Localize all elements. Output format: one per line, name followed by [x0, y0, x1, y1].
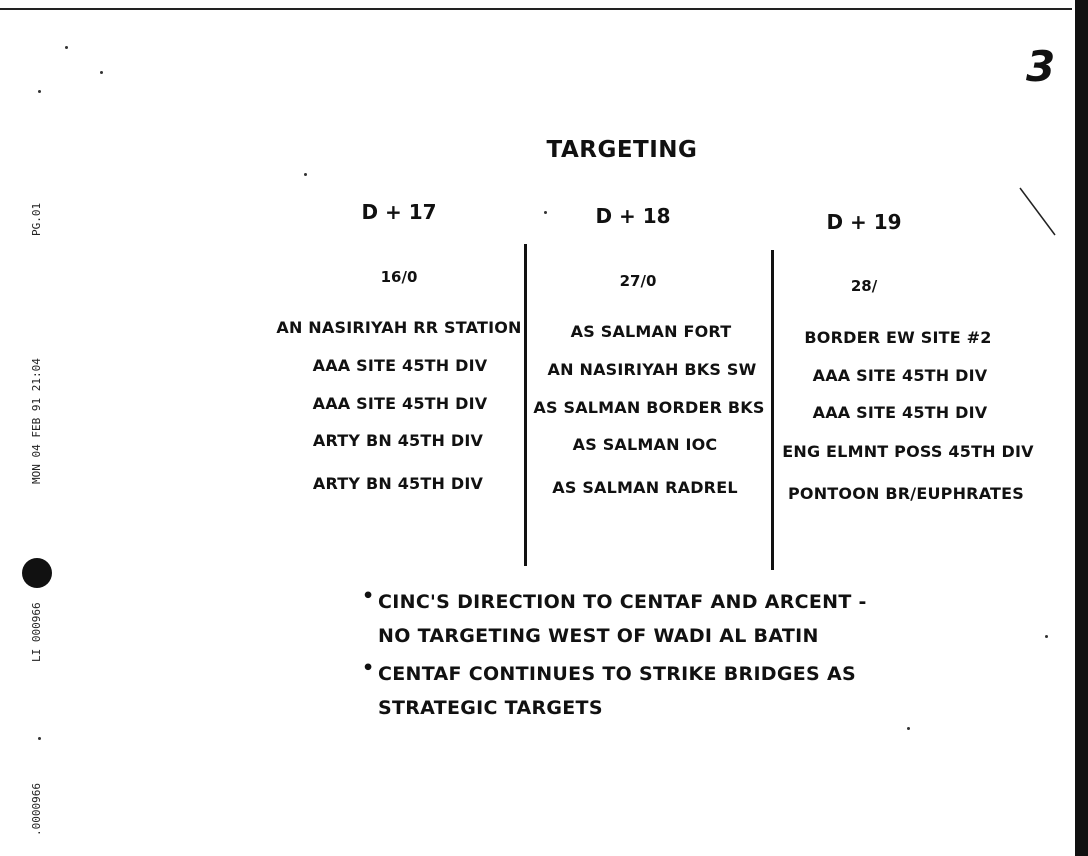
fax-page-label: PG.01 — [30, 202, 43, 236]
target-item: PONTOON BR/EUPHRATES — [787, 484, 1025, 503]
punch-hole — [22, 558, 52, 588]
scan-speck — [907, 727, 910, 730]
note-text — [378, 585, 867, 653]
target-item: AN NASIRIYAH BKS SW — [547, 360, 757, 379]
column-sortie-count: 27/0 — [619, 272, 657, 290]
column-day-header: D + 19 — [826, 210, 902, 234]
column-day-header: D + 18 — [595, 204, 671, 228]
note-text — [378, 657, 856, 725]
right-scan-edge — [1075, 0, 1088, 856]
page-number: 3 — [1026, 42, 1056, 91]
scan-speck — [65, 46, 68, 49]
note-item — [362, 657, 867, 725]
column-day-header: D + 17 — [361, 200, 437, 224]
target-item: ARTY BN 45TH DIV — [312, 474, 484, 493]
scan-speck — [304, 173, 307, 176]
target-item: AS SALMAN IOC — [572, 435, 718, 454]
scan-speck — [544, 211, 547, 214]
page-title: TARGETING — [546, 137, 698, 163]
target-item: AN NASIRIYAH RR STATION — [276, 318, 522, 337]
note-item — [362, 585, 867, 653]
target-item: AAA SITE 45TH DIV — [312, 356, 488, 375]
fax-datetime: MON 04 FEB 91 21:04 — [30, 358, 43, 484]
column-divider — [524, 244, 527, 566]
document-stamp: .0000966 — [30, 783, 43, 836]
target-item: AS SALMAN RADREL — [552, 478, 738, 497]
target-item: AS SALMAN FORT — [570, 322, 732, 341]
note-line: NO TARGETING WEST OF WADI AL BATIN — [378, 625, 819, 647]
scan-speck — [100, 71, 103, 74]
note-line: STRATEGIC TARGETS — [378, 697, 603, 719]
column-sortie-count: 28/ — [850, 277, 878, 295]
notes-list — [362, 585, 867, 729]
column-divider — [771, 250, 774, 570]
target-item: AS SALMAN BORDER BKS — [533, 398, 765, 417]
note-line: CINC'S DIRECTION TO CENTAF AND ARCENT - — [378, 591, 867, 613]
target-item: AAA SITE 45TH DIV — [312, 394, 488, 413]
target-item: AAA SITE 45TH DIV — [812, 366, 988, 385]
target-item: BORDER EW SITE #2 — [804, 328, 992, 347]
bullet-icon: • — [362, 585, 375, 607]
note-line: CENTAF CONTINUES TO STRIKE BRIDGES AS — [378, 663, 856, 685]
bullet-icon: • — [362, 657, 375, 679]
column-sortie-count: 16/0 — [380, 268, 418, 286]
scan-mark — [1015, 185, 1060, 240]
target-item: AAA SITE 45TH DIV — [812, 403, 988, 422]
scan-speck — [1045, 635, 1048, 638]
target-item: ARTY BN 45TH DIV — [312, 431, 484, 450]
scan-speck — [38, 737, 41, 740]
scan-speck — [38, 90, 41, 93]
document-id: LI 000966 — [30, 602, 43, 662]
top-border-line — [0, 8, 1072, 10]
target-item: ENG ELMNT POSS 45TH DIV — [782, 442, 1034, 461]
